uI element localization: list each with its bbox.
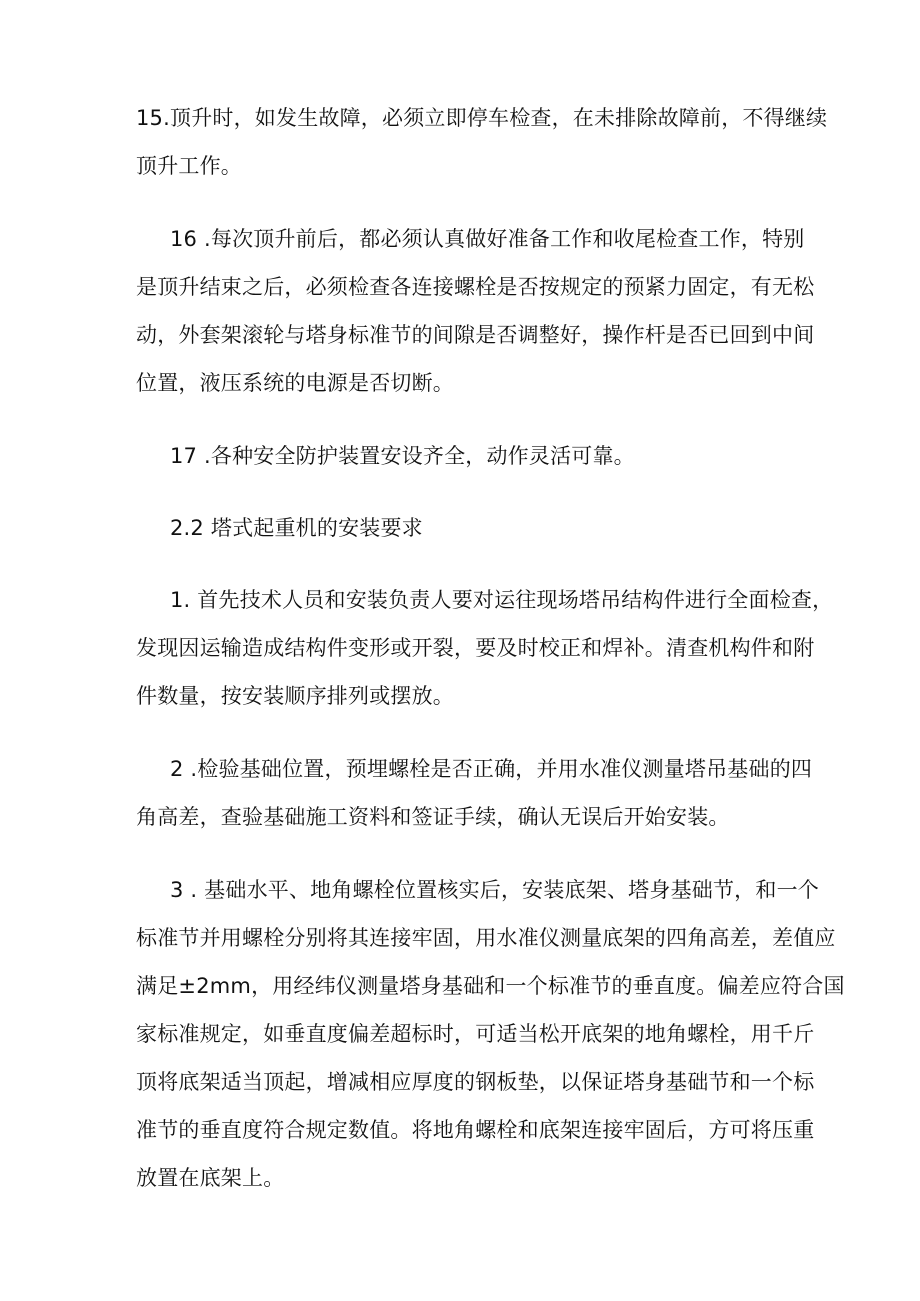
text-line-3-1: 3 . 基础水平、地角螺栓位置核实后，安装底架、塔身基础节，和一个 (170, 878, 819, 902)
text-line-16-4: 位置，液压系统的电源是否切断。 (136, 371, 454, 395)
section-heading-2-2: 2.2 塔式起重机的安装要求 (170, 516, 423, 540)
text-line-3-6: 准节的垂直度符合规定数值。将地角螺栓和底架连接牢固后，方可将压重 (136, 1118, 815, 1142)
text-line-3-3: 满足±2mm，用经纬仪测量塔身基础和一个标准节的垂直度。偏差应符合国 (136, 974, 845, 998)
text-line-2-2: 角高差，查验基础施工资料和签证手续，确认无误后开始安装。 (136, 805, 730, 829)
text-line-15-2: 顶升工作。 (136, 154, 242, 178)
text-line-1-1: 1. 首先技术人员和安装负责人要对运往现场塔吊结构件进行全面检查， (170, 588, 834, 612)
text-line-1-2: 发现因运输造成结构件变形或开裂，要及时校正和焊补。清查机构件和附 (136, 636, 815, 660)
text-line-1-3: 件数量，按安装顺序排列或摆放。 (136, 684, 454, 708)
text-line-16-3: 动，外套架滚轮与塔身标准节的间隙是否调整好，操作杆是否已回到中间 (136, 323, 815, 347)
text-line-3-5: 顶将底架适当顶起，增减相应厚度的钢板垫，以保证塔身基础节和一个标 (136, 1070, 815, 1094)
text-line-15-1: 15.顶升时，如发生故障，必须立即停车检查，在未排除故障前，不得继续 (136, 106, 828, 130)
text-line-3-2: 标准节并用螺栓分别将其连接牢固，用水准仪测量底架的四角高差，差值应 (136, 926, 836, 950)
text-line-3-4: 家标准规定，如垂直度偏差超标时，可适当松开底架的地角螺栓，用千斤 (136, 1022, 815, 1046)
text-line-2-1: 2 .检验基础位置，预埋螺栓是否正确，并用水准仪测量塔吊基础的四 (170, 757, 813, 781)
text-line-16-1: 16 .每次顶升前后，都必须认真做好准备工作和收尾检查工作，特别 (170, 227, 805, 251)
text-line-3-7: 放置在底架上。 (136, 1166, 285, 1190)
text-line-17: 17 .各种安全防护装置安设齐全，动作灵活可靠。 (170, 444, 635, 468)
text-line-16-2: 是顶升结束之后，必须检查各连接螺栓是否按规定的预紧力固定，有无松 (136, 275, 815, 299)
